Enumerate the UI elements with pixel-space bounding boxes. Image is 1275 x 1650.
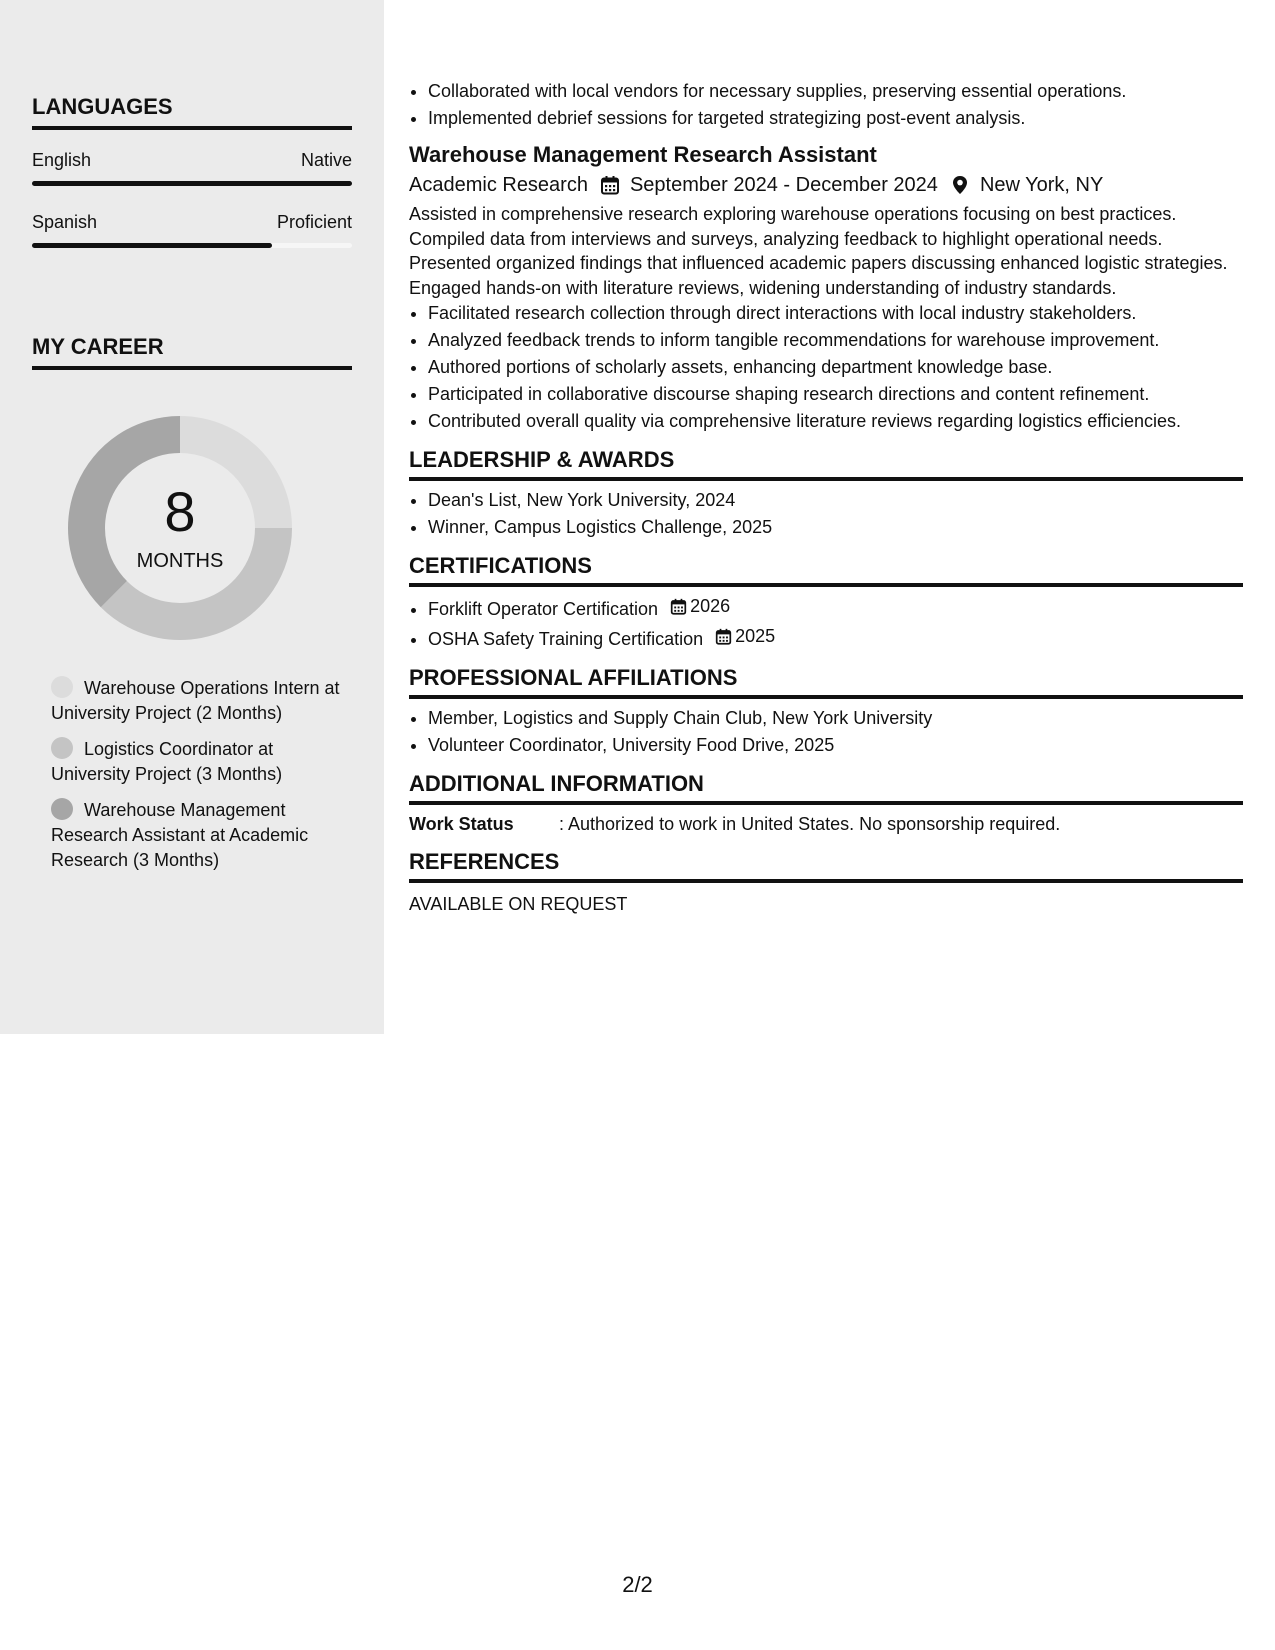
list-item: • Winner, Campus Logistics Challenge, 2025 xyxy=(428,514,1243,541)
list-item: • Contributed overall quality via comprehensive literature reviews regarding logistics efficiencies. xyxy=(428,408,1243,435)
list-item: • Participated in collaborative discourse shaping research directions and content refinement. xyxy=(428,381,1243,408)
list-item: • Collaborated with local vendors for necessary supplies, preserving essential operations. xyxy=(428,78,1243,105)
list-item: • Dean's List, New York University, 2024 xyxy=(428,487,1243,514)
career-donut-chart xyxy=(64,412,296,644)
language-item xyxy=(32,212,352,248)
calendar-icon xyxy=(600,175,620,195)
language-level: Proficient xyxy=(276,212,352,232)
certifications-list xyxy=(409,593,1243,653)
list-item: • Member, Logistics and Supply Chain Club, New York University xyxy=(428,705,1243,732)
job-meta xyxy=(409,170,1243,200)
references-heading: REFERENCES xyxy=(409,849,1243,883)
legend-dot xyxy=(51,676,73,698)
previous-job-bullets xyxy=(409,78,1243,132)
legend-dot xyxy=(51,798,73,820)
leadership-list xyxy=(409,487,1243,541)
job-description: Assisted in comprehensive research exploring warehouse operations focusing on best practices. Compiled data from interviews and surveys, analyzing feedback to highlight operational needs. Presented organized findings that influenced academic papers discussing enhanced logistic strategies. Engaged hands-on with literature reviews, widening understanding of industry standards. xyxy=(409,204,1228,298)
languages-heading: LANGUAGES xyxy=(32,94,352,130)
career-legend xyxy=(51,676,341,884)
language-proficiency-bar xyxy=(32,243,352,248)
career-section xyxy=(32,334,352,370)
list-item: • Implemented debrief sessions for targeted strategizing post-event analysis. xyxy=(428,105,1243,132)
legend-label: Logistics Coordinator at University Project (3 Months) xyxy=(51,739,283,784)
career-total-unit: MONTHS xyxy=(136,550,224,572)
language-level: Native xyxy=(300,150,352,170)
certification-name: Forklift Operator Certification xyxy=(428,599,659,619)
list-item: • Facilitated research collection through direct interactions with local industry stakeholders. xyxy=(428,300,1243,327)
calendar-icon xyxy=(715,628,732,645)
leadership-heading: LEADERSHIP & AWARDS xyxy=(409,447,1243,481)
certification-date xyxy=(715,623,775,650)
language-proficiency-fill xyxy=(32,181,352,186)
list-item: • Analyzed feedback trends to inform tangible recommendations for warehouse improvement. xyxy=(428,327,1243,354)
language-proficiency-fill xyxy=(32,243,272,248)
job-bullets xyxy=(409,300,1243,435)
language-name: Spanish xyxy=(32,212,98,232)
job-dates: September 2024 - December 2024 xyxy=(629,174,938,196)
legend-label: Warehouse Management Research Assistant at Academic Research (3 Months) xyxy=(51,800,309,870)
job-location: New York, NY xyxy=(979,174,1104,196)
legend-dot xyxy=(51,737,73,759)
certification-year: 2025 xyxy=(735,626,776,646)
certification-year: 2026 xyxy=(690,596,731,616)
work-status-label: Work Status xyxy=(409,814,514,834)
legend-label: Warehouse Operations Intern at University Project (2 Months) xyxy=(51,678,340,723)
affiliations-list xyxy=(409,705,1243,759)
list-item: • Volunteer Coordinator, University Food Drive, 2025 xyxy=(428,732,1243,759)
list-item: • Authored portions of scholarly assets, enhancing department knowledge base. xyxy=(428,354,1243,381)
legend-item xyxy=(51,737,341,787)
job-entry xyxy=(409,140,1243,435)
job-company: Academic Research xyxy=(409,174,588,196)
calendar-icon xyxy=(670,598,687,615)
certification-date xyxy=(670,593,730,620)
main-content xyxy=(409,78,1243,919)
career-heading: MY CAREER xyxy=(32,334,352,370)
additional-info-heading: ADDITIONAL INFORMATION xyxy=(409,771,1243,805)
legend-item xyxy=(51,676,341,726)
donut-segment-2 xyxy=(101,528,292,640)
languages-section xyxy=(32,94,352,248)
list-item xyxy=(428,623,1243,653)
job-title: Warehouse Management Research Assistant xyxy=(409,142,877,167)
sidebar xyxy=(0,0,384,1034)
location-pin-icon xyxy=(950,175,970,195)
career-total-value: 8 xyxy=(164,480,196,543)
language-proficiency-bar xyxy=(32,181,352,186)
page-number: 2/2 xyxy=(622,1572,653,1597)
certifications-heading: CERTIFICATIONS xyxy=(409,553,1243,587)
affiliations-heading: PROFESSIONAL AFFILIATIONS xyxy=(409,665,1243,699)
language-name: English xyxy=(32,150,92,170)
certification-name: OSHA Safety Training Certification xyxy=(428,629,704,649)
language-item xyxy=(32,150,352,186)
legend-item xyxy=(51,798,341,873)
list-item xyxy=(428,593,1243,623)
references-text: AVAILABLE ON REQUEST xyxy=(409,894,628,914)
work-status-value: : Authorized to work in United States. No sponsorship required. xyxy=(559,814,1061,834)
work-status-row xyxy=(409,811,1243,837)
